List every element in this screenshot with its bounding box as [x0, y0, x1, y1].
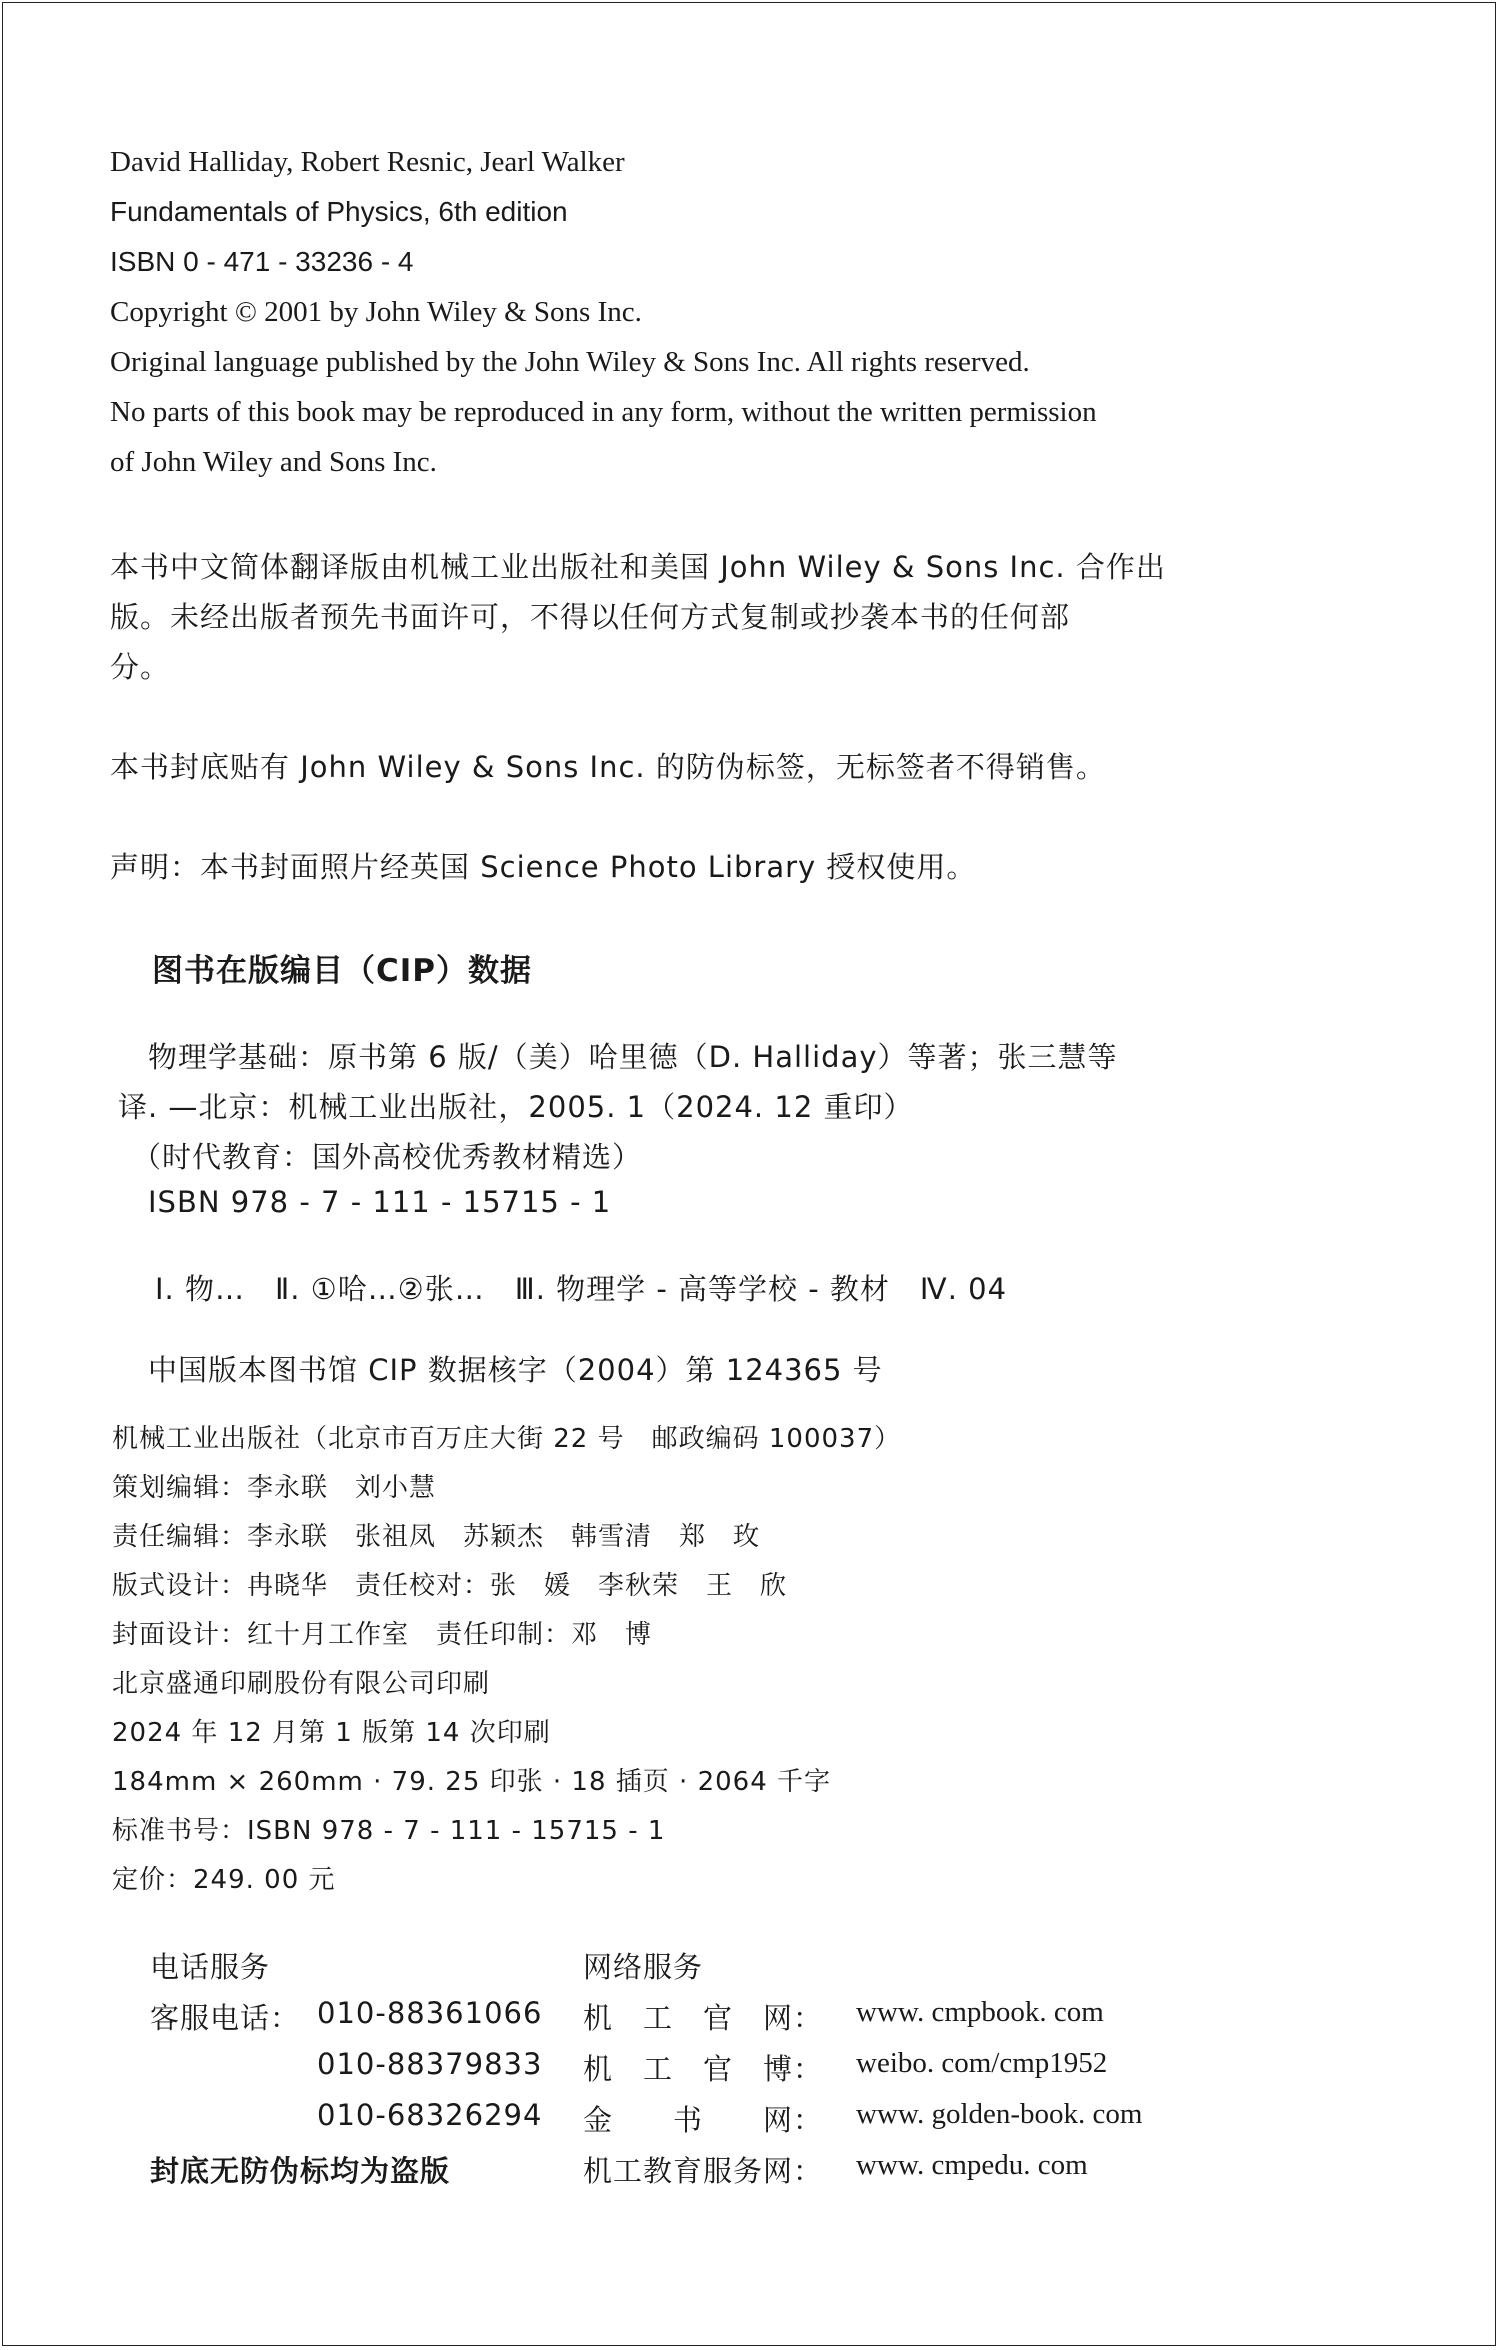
- translation-notice-line: 本书中文简体翻译版由机械工业出版社和美国 John Wiley & Sons Inc. 合作出: [110, 550, 1166, 584]
- cover-design-printing: 封面设计：红十月工作室 责任印制：邓 博: [112, 1620, 653, 1650]
- translation-notice-line: 版。未经出版者预先书面许可，不得以任何方式复制或抄袭本书的任何部: [110, 600, 1071, 634]
- publisher-address: 机械工业出版社（北京市百万庄大街 22 号 邮政编码 100037）: [112, 1424, 902, 1454]
- cip-series-line: （时代教育：国外高校优秀教材精选）: [132, 1140, 643, 1174]
- format-specs: 184mm × 260mm · 79. 25 印张 · 18 插页 · 2064 千字: [112, 1767, 832, 1797]
- site-label: 机 工 官 博：: [583, 2052, 824, 2086]
- original-isbn-line: ISBN 0 - 471 - 33236 - 4: [110, 246, 414, 277]
- phone-service-title: 电话服务: [150, 1950, 271, 1984]
- anti-counterfeit-label-notice: 本书封底贴有 John Wiley & Sons Inc. 的防伪标签，无标签者不得销售。: [110, 750, 1106, 784]
- edition-printing: 2024 年 12 月第 1 版第 14 次印刷: [112, 1718, 551, 1748]
- phone-number: 010-88379833: [317, 2047, 543, 2081]
- cip-classification: Ⅰ. 物… Ⅱ. ①哈…②张… Ⅲ. 物理学 - 高等学校 - 教材 Ⅳ. 04: [155, 1272, 1008, 1306]
- phone-number: 010-88361066: [317, 1996, 543, 2030]
- printer: 北京盛通印刷股份有限公司印刷: [112, 1669, 491, 1699]
- site-label: 机 工 官 网：: [583, 2001, 824, 2035]
- responsible-editor: 责任编辑：李永联 张祖凤 苏颖杰 韩雪清 郑 玫: [112, 1522, 761, 1552]
- phone-number: 010-68326294: [317, 2098, 543, 2132]
- book-title-line: Fundamentals of Physics, 6th edition: [110, 196, 568, 227]
- standard-book-number: 标准书号：ISBN 978 - 7 - 111 - 15715 - 1: [112, 1816, 666, 1846]
- price: 定价：249. 00 元: [112, 1865, 336, 1895]
- authors-line: David Halliday, Robert Resnic, Jearl Walker: [110, 146, 625, 178]
- cip-entry-line: 译. —北京：机械工业出版社，2005. 1（2024. 12 重印）: [118, 1090, 914, 1124]
- cover-photo-statement: 声明：本书封面照片经英国 Science Photo Library 授权使用。: [110, 850, 977, 884]
- web-service-title: 网络服务: [583, 1950, 704, 1984]
- copyright-line: Copyright © 2001 by John Wiley & Sons Inc.: [110, 296, 642, 328]
- planning-editor: 策划编辑：李永联 刘小慧: [112, 1473, 437, 1503]
- cip-number: 中国版本图书馆 CIP 数据核字（2004）第 124365 号: [148, 1353, 883, 1387]
- cip-heading: 图书在版编目（CIP）数据: [152, 953, 533, 989]
- site-url: www. cmpbook. com: [856, 1996, 1104, 2028]
- hotline-label: 客服电话：: [150, 2001, 301, 2035]
- rights-notice-line: Original language published by the John Wiley & Sons Inc. All rights reserved.: [110, 346, 1030, 378]
- site-label: 机工教育服务网：: [583, 2154, 824, 2188]
- reproduction-notice-line-2: of John Wiley and Sons Inc.: [110, 446, 437, 478]
- cip-entry-line: 物理学基础：原书第 6 版/（美）哈里德（D. Halliday）等著；张三慧等: [148, 1040, 1118, 1074]
- site-url: weibo. com/cmp1952: [856, 2047, 1108, 2079]
- anti-piracy-notice: 封底无防伪标均为盗版: [150, 2154, 451, 2188]
- cip-isbn: ISBN 978 - 7 - 111 - 15715 - 1: [148, 1185, 612, 1219]
- reproduction-notice-line: No parts of this book may be reproduced in any form, without the written permission: [110, 396, 1097, 428]
- layout-proofreader: 版式设计：冉晓华 责任校对：张 媛 李秋荣 王 欣: [112, 1571, 788, 1601]
- site-url: www. cmpedu. com: [856, 2149, 1088, 2181]
- translation-notice-line: 分。: [110, 650, 171, 684]
- site-label: 金 书 网：: [583, 2103, 824, 2137]
- site-url: www. golden-book. com: [856, 2098, 1143, 2130]
